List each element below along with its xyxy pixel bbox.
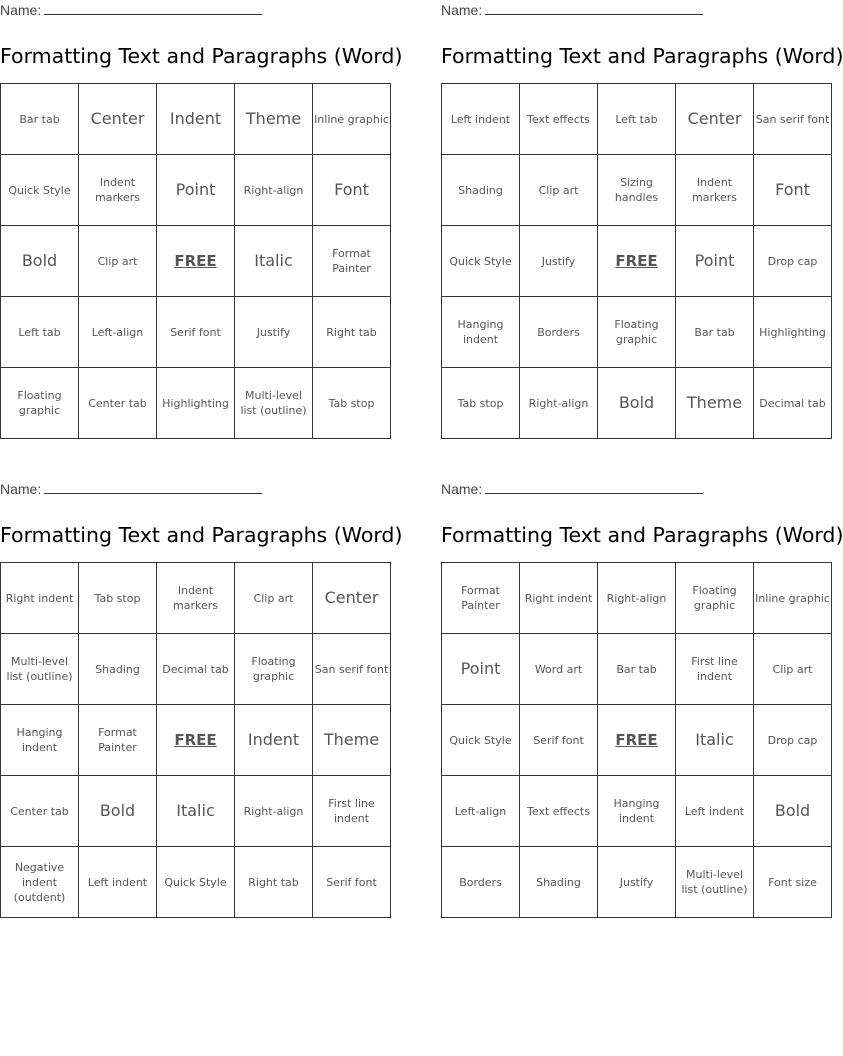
grid-cell: First line indent	[313, 776, 391, 847]
grid-cell: Font	[754, 155, 832, 226]
grid-cell: Right indent	[1, 563, 79, 634]
bingo-card-3	[0, 479, 403, 904]
grid-row	[1, 368, 391, 439]
grid-row	[442, 297, 832, 368]
grid-cell: Left tab	[1, 297, 79, 368]
grid-cell: Text effects	[520, 776, 598, 847]
grid-cell: Floating graphic	[598, 297, 676, 368]
grid-cell: Serif font	[520, 705, 598, 776]
name-blank	[44, 0, 262, 15]
name-label: Name:	[0, 481, 42, 497]
grid-cell: San serif font	[313, 634, 391, 705]
bingo-grid	[0, 83, 391, 439]
grid-cell: Floating graphic	[1, 368, 79, 439]
grid-cell: Point	[676, 226, 754, 297]
grid-cell: Shading	[442, 155, 520, 226]
bingo-grid	[441, 562, 832, 918]
grid-cell: Right tab	[235, 847, 313, 918]
grid-cell: Theme	[313, 705, 391, 776]
grid-cell: Tab stop	[313, 368, 391, 439]
grid-cell: Floating graphic	[235, 634, 313, 705]
name-line	[0, 0, 375, 20]
card-title: Formatting Text and Paragraphs (Word)	[0, 44, 403, 68]
grid-row	[442, 634, 832, 705]
name-label: Name:	[441, 481, 483, 497]
free-space: FREE	[598, 705, 676, 776]
grid-cell: Multi-level list (outline)	[676, 847, 754, 918]
bingo-grid	[441, 83, 832, 439]
grid-cell: Negative indent (outdent)	[1, 847, 79, 918]
grid-row	[1, 84, 391, 155]
grid-cell: Clip art	[520, 155, 598, 226]
grid-cell: Center tab	[1, 776, 79, 847]
grid-cell: Right tab	[313, 297, 391, 368]
grid-cell: Bold	[79, 776, 157, 847]
grid-cell: Bold	[754, 776, 832, 847]
grid-cell: Right indent	[520, 563, 598, 634]
grid-cell: Quick Style	[442, 705, 520, 776]
grid-row	[442, 368, 832, 439]
name-blank	[485, 479, 703, 494]
grid-cell: Italic	[157, 776, 235, 847]
free-space: FREE	[157, 705, 235, 776]
grid-cell: Font size	[754, 847, 832, 918]
grid-cell: Left-align	[79, 297, 157, 368]
grid-cell: Italic	[235, 226, 313, 297]
bingo-card-2	[441, 0, 843, 412]
grid-cell: Justify	[520, 226, 598, 297]
grid-row	[442, 226, 832, 297]
bingo-grid	[0, 562, 391, 918]
bingo-card-1	[0, 0, 403, 417]
grid-cell: Format Painter	[442, 563, 520, 634]
grid-row	[442, 705, 832, 776]
grid-cell: Justify	[598, 847, 676, 918]
grid-cell: Bar tab	[598, 634, 676, 705]
grid-cell: Multi-level list (outline)	[1, 634, 79, 705]
grid-cell: Shading	[520, 847, 598, 918]
grid-cell: Borders	[442, 847, 520, 918]
grid-cell: Inline graphic	[313, 84, 391, 155]
grid-cell: Indent markers	[676, 155, 754, 226]
grid-cell: Hanging indent	[442, 297, 520, 368]
grid-cell: Right-align	[235, 155, 313, 226]
grid-cell: Theme	[235, 84, 313, 155]
grid-cell: Decimal tab	[754, 368, 832, 439]
grid-cell: Clip art	[235, 563, 313, 634]
grid-row	[1, 634, 391, 705]
grid-cell: San serif font	[754, 84, 832, 155]
grid-cell: Quick Style	[1, 155, 79, 226]
grid-cell: Serif font	[157, 297, 235, 368]
grid-cell: Center	[676, 84, 754, 155]
grid-row	[1, 226, 391, 297]
grid-cell: Theme	[676, 368, 754, 439]
grid-row	[1, 776, 391, 847]
name-label: Name:	[0, 2, 42, 18]
grid-cell: Right-align	[598, 563, 676, 634]
grid-cell: Bold	[1, 226, 79, 297]
grid-row	[442, 776, 832, 847]
grid-cell: Decimal tab	[157, 634, 235, 705]
grid-cell: Justify	[235, 297, 313, 368]
grid-cell: Center	[79, 84, 157, 155]
grid-row	[1, 297, 391, 368]
grid-cell: Quick Style	[442, 226, 520, 297]
grid-cell: Clip art	[79, 226, 157, 297]
grid-row	[442, 84, 832, 155]
grid-cell: Hanging indent	[598, 776, 676, 847]
grid-cell: Right-align	[520, 368, 598, 439]
grid-cell: Highlighting	[157, 368, 235, 439]
name-line	[0, 479, 375, 499]
name-blank	[44, 479, 262, 494]
grid-cell: Indent	[157, 84, 235, 155]
grid-cell: Text effects	[520, 84, 598, 155]
grid-cell: Left indent	[676, 776, 754, 847]
grid-cell: Font	[313, 155, 391, 226]
grid-cell: Bar tab	[676, 297, 754, 368]
grid-cell: Indent	[235, 705, 313, 776]
grid-cell: Quick Style	[157, 847, 235, 918]
grid-cell: Sizing handles	[598, 155, 676, 226]
grid-row	[1, 563, 391, 634]
grid-cell: Indent markers	[79, 155, 157, 226]
name-label: Name:	[441, 2, 483, 18]
grid-cell: Highlighting	[754, 297, 832, 368]
grid-cell: Right-align	[235, 776, 313, 847]
grid-cell: Italic	[676, 705, 754, 776]
grid-cell: Tab stop	[79, 563, 157, 634]
grid-cell: First line indent	[676, 634, 754, 705]
grid-cell: Center tab	[79, 368, 157, 439]
grid-cell: Bar tab	[1, 84, 79, 155]
grid-cell: Format Painter	[79, 705, 157, 776]
card-title: Formatting Text and Paragraphs (Word)	[441, 523, 843, 547]
name-line	[441, 0, 816, 20]
grid-cell: Drop cap	[754, 705, 832, 776]
grid-cell: Point	[157, 155, 235, 226]
grid-cell: Format Painter	[313, 226, 391, 297]
grid-cell: Center	[313, 563, 391, 634]
free-space: FREE	[157, 226, 235, 297]
grid-cell: Shading	[79, 634, 157, 705]
grid-cell: Borders	[520, 297, 598, 368]
grid-cell: Serif font	[313, 847, 391, 918]
grid-cell: Indent markers	[157, 563, 235, 634]
free-space: FREE	[598, 226, 676, 297]
bingo-card-4	[441, 479, 843, 896]
grid-cell: Left indent	[442, 84, 520, 155]
grid-cell: Clip art	[754, 634, 832, 705]
grid-cell: Point	[442, 634, 520, 705]
grid-cell: Left-align	[442, 776, 520, 847]
card-title: Formatting Text and Paragraphs (Word)	[0, 523, 403, 547]
grid-row	[1, 705, 391, 776]
grid-cell: Hanging indent	[1, 705, 79, 776]
grid-row	[442, 563, 832, 634]
card-title: Formatting Text and Paragraphs (Word)	[441, 44, 843, 68]
grid-row	[442, 155, 832, 226]
grid-cell: Left indent	[79, 847, 157, 918]
grid-cell: Bold	[598, 368, 676, 439]
grid-cell: Floating graphic	[676, 563, 754, 634]
grid-row	[1, 847, 391, 918]
grid-cell: Tab stop	[442, 368, 520, 439]
grid-row	[1, 155, 391, 226]
name-blank	[485, 0, 703, 15]
name-line	[441, 479, 816, 499]
grid-cell: Inline graphic	[754, 563, 832, 634]
grid-cell: Word art	[520, 634, 598, 705]
grid-row	[442, 847, 832, 918]
grid-cell: Drop cap	[754, 226, 832, 297]
grid-cell: Multi-level list (outline)	[235, 368, 313, 439]
grid-cell: Left tab	[598, 84, 676, 155]
